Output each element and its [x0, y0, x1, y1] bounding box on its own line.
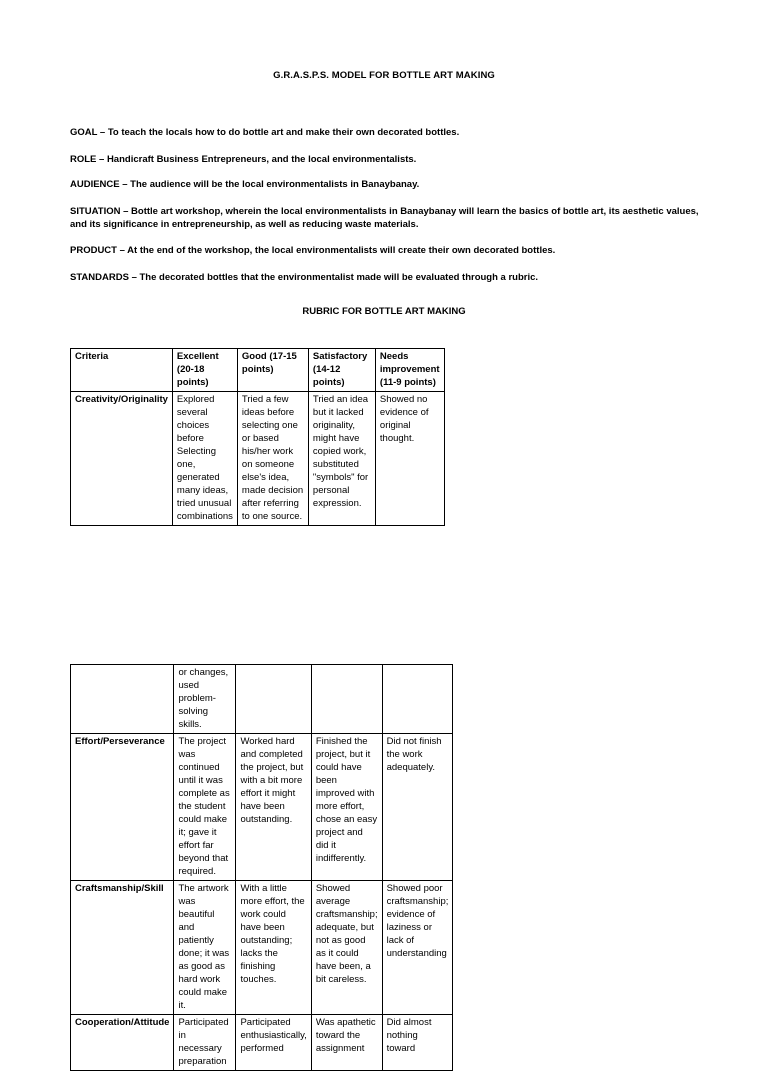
excellent-cell: Participated in necessary preparation — [174, 1015, 236, 1071]
table-row — [71, 665, 453, 734]
good-cell: Worked hard and completed the project, but with a bit more effort it might have been outstanding. — [236, 734, 311, 881]
excellent-cell: or changes, used problem-solving skills. — [174, 665, 236, 734]
satisfactory-cell: Finished the project, but it could have been improved with more effort, chose an easy project and did it indifferently. — [311, 734, 382, 881]
excellent-cell: The artwork was beautiful and patiently done; it was as good as hard work could make it. — [174, 881, 236, 1015]
good-cell: Tried a few ideas before selecting one or based his/her work on someone else's idea, made decision after referring to one source. — [237, 392, 308, 526]
satisfactory-cell — [311, 665, 382, 734]
needs-improvement-cell: Did not finish the work adequately. — [382, 734, 453, 881]
rubric-title: RUBRIC FOR BOTTLE ART MAKING — [302, 306, 466, 317]
satisfactory-cell: Showed average craftsmanship; adequate, but not as good as it could have been, a bit careless. — [311, 881, 382, 1015]
situation-paragraph: SITUATION – Bottle art workshop, wherein the local environmentalists in Banaybanay will learn the basics of bottle art, its aesthetic values, and its significance in entrepreneurship, as well as reducing waste materials. — [70, 206, 699, 230]
header-criteria: Criteria — [71, 349, 173, 392]
table-row — [71, 392, 445, 526]
good-cell — [236, 665, 311, 734]
criteria-cell: Effort/Perseverance — [71, 734, 174, 881]
criteria-cell: Creativity/Originality — [71, 392, 173, 526]
rubric-header-row — [71, 349, 445, 392]
header-good: Good (17-15 points) — [237, 349, 308, 392]
excellent-cell: Explored several choices before Selecting one, generated many ideas, tried unusual combinations — [172, 392, 237, 526]
header-excellent: Excellent (20-18 points) — [172, 349, 237, 392]
excellent-cell: The project was continued until it was complete as the student could make it; gave it effort far beyond that required. — [174, 734, 236, 881]
product-paragraph: PRODUCT – At the end of the workshop, the local environmentalists will create their own decorated bottles. — [70, 245, 556, 256]
table-row — [71, 734, 453, 881]
document-title: G.R.A.S.P.S. MODEL FOR BOTTLE ART MAKING — [273, 70, 495, 81]
criteria-cell: Craftsmanship/Skill — [71, 881, 174, 1015]
standards-paragraph: STANDARDS – The decorated bottles that the environmentalist made will be evaluated through a rubric. — [70, 272, 539, 283]
rubric-table-page-1 — [70, 348, 445, 526]
criteria-cell — [71, 665, 174, 734]
satisfactory-cell: Tried an idea but it lacked originality, might have copied work, substituted "symbols" for personal expression. — [308, 392, 375, 526]
table-row — [71, 1015, 453, 1071]
needs-improvement-cell: Showed no evidence of original thought. — [375, 392, 444, 526]
satisfactory-cell: Was apathetic toward the assignment — [311, 1015, 382, 1071]
table-row — [71, 881, 453, 1015]
header-satisfactory: Satisfactory (14-12 points) — [308, 349, 375, 392]
good-cell: Participated enthusiastically, performed — [236, 1015, 311, 1071]
criteria-cell: Cooperation/Attitude — [71, 1015, 174, 1071]
needs-improvement-cell: Showed poor craftsmanship; evidence of laziness or lack of understanding — [382, 881, 453, 1015]
needs-improvement-cell — [382, 665, 453, 734]
audience-paragraph: AUDIENCE – The audience will be the local environmentalists in Banaybanay. — [70, 179, 420, 190]
goal-paragraph: GOAL – To teach the locals how to do bottle art and make their own decorated bottles. — [70, 127, 460, 138]
header-needs-improvement: Needs improvement (11-9 points) — [375, 349, 444, 392]
role-paragraph: ROLE – Handicraft Business Entrepreneurs, and the local environmentalists. — [70, 154, 417, 165]
good-cell: With a little more effort, the work could have been outstanding; lacks the finishing touches. — [236, 881, 311, 1015]
needs-improvement-cell: Did almost nothing toward — [382, 1015, 453, 1071]
rubric-table-page-2 — [70, 664, 453, 1071]
